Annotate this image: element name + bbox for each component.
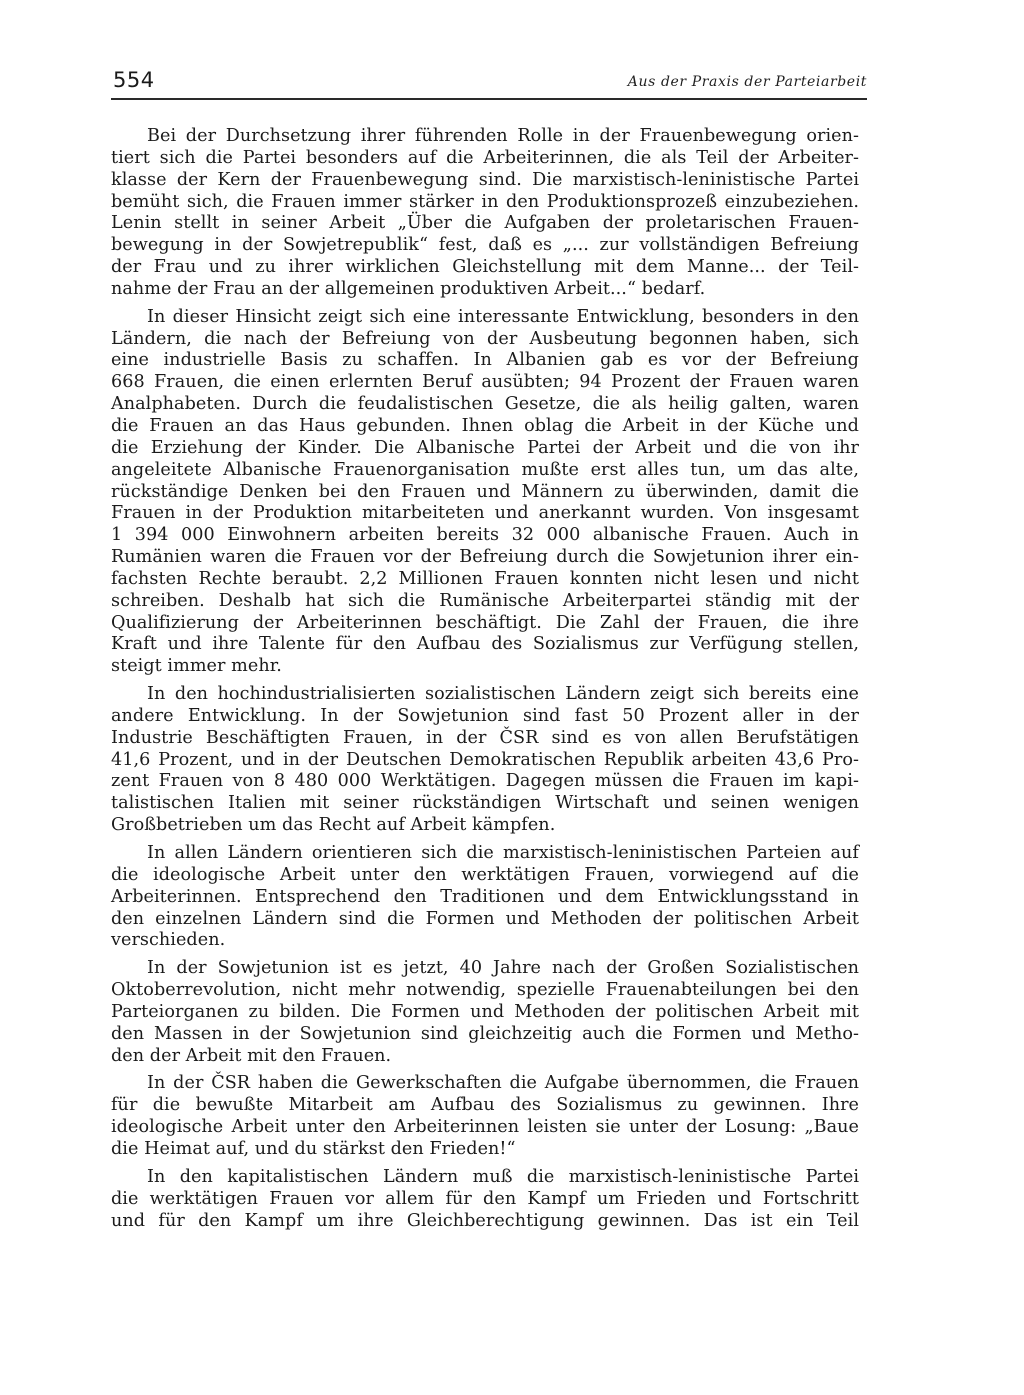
paragraph (111, 1167, 859, 1233)
text-line: für die bewußte Mitarbeit am Aufbau des Sozialismus zu gewinnen. Ihre (111, 1095, 859, 1116)
text-line: Frauen in der Produktion mitarbeiteten und anerkannt wurden. Von insgesamt (111, 503, 859, 524)
paragraph (111, 307, 859, 678)
text-line: Oktoberrevolution, nicht mehr notwendig, spezielle Frauenabteilungen bei den (111, 980, 859, 1001)
text-line: klasse der Kern der Frauenbewegung sind. Die marxistisch-leninistische Partei (111, 169, 859, 190)
text-line: eine industrielle Basis zu schaffen. In Albanien gab es vor der Befreiung (111, 350, 859, 371)
text-line: Analphabeten. Durch die feudalistischen Gesetze, die als heilig galten, waren (111, 394, 859, 415)
text-line: tiert sich die Partei besonders auf die Arbeiterinnen, die als Teil der Arbeiter- (111, 147, 859, 168)
text-line: Arbeiterinnen. Entsprechend den Traditionen und dem Entwicklungsstand in (111, 886, 859, 907)
text-line: der Frau und zu ihrer wirklichen Gleichstellung mit dem Manne... der Teil- (111, 257, 859, 278)
paragraph (111, 843, 859, 952)
text-line: verschieden. (111, 930, 226, 951)
text-line: In der ČSR haben die Gewerkschaften die Aufgabe übernommen, die Frauen (147, 1073, 859, 1094)
text-line: bewegung in der Sowjetrepublik“ fest, daß es „... zur vollständigen Befreiung (111, 235, 859, 256)
text-line: andere Entwicklung. In der Sowjetunion sind fast 50 Prozent aller in der (111, 705, 859, 726)
text-line: die ideologische Arbeit unter den werktätigen Frauen, vorwiegend auf die (111, 864, 859, 885)
text-line: nahme der Frau an der allgemeinen produktiven Arbeit...“ bedarf. (111, 278, 706, 299)
text-line: In den hochindustrialisierten sozialistischen Ländern zeigt sich bereits eine (147, 684, 859, 705)
text-line: Ländern, die nach der Befreiung von der Ausbeutung begonnen haben, sich (111, 328, 859, 349)
text-line: bemüht sich, die Frauen immer stärker in den Produktionsprozeß einzubeziehen. (111, 191, 859, 212)
body-text (111, 126, 859, 1238)
page-number: 554 (113, 68, 155, 92)
text-line: Parteiorganen zu bilden. Die Formen und Methoden der politischen Arbeit mit (111, 1001, 859, 1022)
text-line: talistischen Italien mit seiner rückständigen Wirtschaft und seinen wenigen (111, 793, 859, 814)
paragraph (111, 1073, 859, 1160)
text-line: den Massen in der Sowjetunion sind gleichzeitig auch die Formen und Metho- (111, 1023, 859, 1044)
text-line: In der Sowjetunion ist es jetzt, 40 Jahre nach der Großen Sozialistischen (147, 958, 859, 979)
text-line: 668 Frauen, die einen erlernten Beruf ausübten; 94 Prozent der Frauen waren (111, 372, 859, 393)
text-line: die Frauen an das Haus gebunden. Ihnen oblag die Arbeit in der Küche und (111, 415, 859, 436)
text-line: und für den Kampf um ihre Gleichberechtigung gewinnen. Das ist ein Teil (111, 1210, 859, 1231)
text-line: Industrie Beschäftigten Frauen, in der ČSR sind es von allen Berufstätigen (111, 727, 859, 748)
text-line: die Heimat auf, und du stärkst den Frieden!“ (111, 1138, 516, 1159)
text-line: die Erziehung der Kinder. Die Albanische Partei der Arbeit und die von ihr (111, 437, 859, 458)
text-line: die werktätigen Frauen vor allem für den Kampf um Frieden und Fortschritt (111, 1188, 859, 1209)
text-line: den einzelnen Ländern sind die Formen und Methoden der politischen Arbeit (111, 908, 859, 929)
paragraph (111, 684, 859, 837)
text-line: zent Frauen von 8 480 000 Werktätigen. Dagegen müssen die Frauen im kapi- (111, 771, 859, 792)
text-line: schreiben. Deshalb hat sich die Rumänische Arbeiterpartei ständig mit der (111, 590, 859, 611)
text-line: den der Arbeit mit den Frauen. (111, 1045, 392, 1066)
text-line: Bei der Durchsetzung ihrer führenden Rolle in der Frauenbewegung orien- (147, 126, 859, 146)
text-line: steigt immer mehr. (111, 656, 282, 677)
paragraph (111, 126, 859, 301)
text-line: Qualifizierung der Arbeiterinnen beschäftigt. Die Zahl der Frauen, die ihre (111, 612, 859, 633)
running-header (111, 68, 867, 100)
text-line: 41,6 Prozent, und in der Deutschen Demokratischen Republik arbeiten 43,6 Pro- (111, 749, 859, 770)
text-line: fachsten Rechte beraubt. 2,2 Millionen Frauen konnten nicht lesen und nicht (111, 568, 859, 589)
running-title: Aus der Praxis der Parteiarbeit (627, 74, 867, 90)
text-line: In dieser Hinsicht zeigt sich eine interessante Entwicklung, besonders in den (147, 306, 859, 327)
text-line: ideologische Arbeit unter den Arbeiterinnen leisten sie unter der Losung: „Baue (111, 1117, 859, 1138)
text-line: Rumänien waren die Frauen vor der Befreiung durch die Sowjetunion ihrer ein- (111, 547, 859, 568)
text-line: 1 394 000 Einwohnern arbeiten bereits 32 000 albanische Frauen. Auch in (111, 525, 859, 546)
text-line: Kraft und ihre Talente für den Aufbau des Sozialismus zur Verfügung stellen, (111, 634, 859, 655)
text-line: Lenin stellt in seiner Arbeit „Über die Aufgaben der proletarischen Frauen- (111, 213, 859, 234)
text-line: In allen Ländern orientieren sich die marxistisch-leninistischen Parteien auf (147, 843, 859, 863)
text-line: Großbetrieben um das Recht auf Arbeit kämpfen. (111, 815, 556, 836)
paragraph (111, 958, 859, 1067)
text-line: rückständige Denken bei den Frauen und Männern zu überwinden, damit die (111, 481, 859, 502)
text-line: In den kapitalistischen Ländern muß die marxistisch-leninistische Partei (147, 1166, 859, 1187)
text-line: angeleitete Albanische Frauenorganisation mußte erst alles tun, um das alte, (111, 459, 859, 480)
